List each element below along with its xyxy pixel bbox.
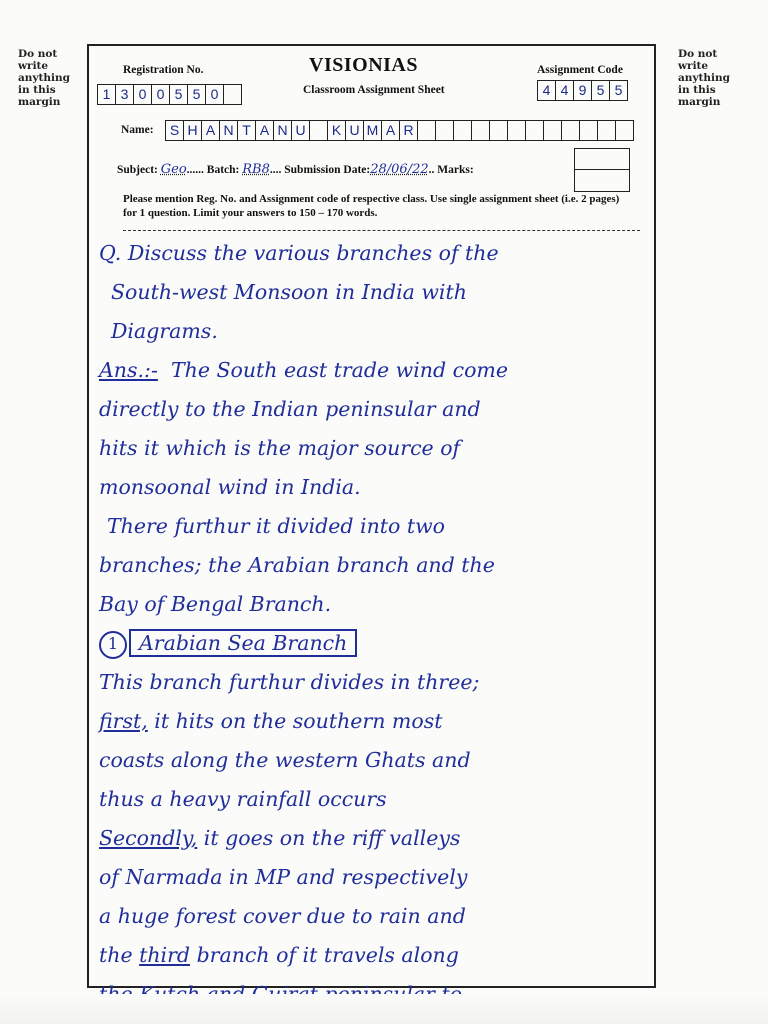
question-line: South-west Monsoon in India with (111, 280, 467, 304)
handwritten-answer (99, 234, 644, 1014)
name-letter-box[interactable] (417, 120, 436, 141)
answer-line: a huge forest cover due to rain and (99, 904, 466, 928)
name-letter-box[interactable]: U (291, 120, 310, 141)
answer-line: Bay of Bengal Branch. (99, 592, 332, 616)
answer-line: There furthur it divided into two (107, 514, 446, 538)
answer-line: coasts along the western Ghats and (99, 748, 471, 772)
page-subtitle: Classroom Assignment Sheet (303, 84, 445, 96)
answer-line: This branch furthur divides in three; (99, 670, 480, 694)
answer-line: of Narmada in MP and respectively (99, 865, 468, 889)
name-letter-box[interactable] (525, 120, 544, 141)
question-line: Diagrams. (111, 319, 218, 343)
assignment-code-digit-box[interactable]: 5 (591, 80, 610, 101)
name-letter-box[interactable] (435, 120, 454, 141)
name-letter-box[interactable] (507, 120, 526, 141)
name-letter-box[interactable]: N (273, 120, 292, 141)
answer-line: Secondly, it goes on the riff valleys (99, 826, 461, 850)
answer-line: monsoonal wind in India. (99, 475, 361, 499)
name-boxes[interactable] (165, 120, 633, 141)
assignment-code-digit-box[interactable]: 5 (609, 80, 628, 101)
name-letter-box[interactable] (579, 120, 598, 141)
answer-line: Ans.:- The South east trade wind come (99, 358, 509, 382)
assignment-code-digit-box[interactable]: 4 (555, 80, 574, 101)
registration-digit-box[interactable]: 0 (151, 84, 170, 105)
assignment-code-boxes[interactable] (537, 80, 627, 101)
registration-digit-box[interactable]: 0 (133, 84, 152, 105)
page-title: VISIONIAS (309, 54, 418, 76)
name-letter-box[interactable]: A (381, 120, 400, 141)
name-letter-box[interactable]: M (363, 120, 382, 141)
name-letter-box[interactable] (615, 120, 634, 141)
assignment-code-digit-box[interactable]: 4 (537, 80, 556, 101)
name-letter-box[interactable] (453, 120, 472, 141)
section-number: 1 (99, 631, 127, 659)
subject-batch-date-row: Subject: Geo...... Batch: RB8.... Submission Date:28/06/22.. Marks: (117, 162, 474, 177)
margin-note-left: Do not write anything in this margin (18, 48, 70, 108)
registration-number-boxes[interactable] (97, 84, 241, 105)
name-letter-box[interactable]: A (255, 120, 274, 141)
registration-digit-box[interactable]: 0 (205, 84, 224, 105)
registration-digit-box[interactable]: 1 (97, 84, 116, 105)
answer-line: hits it which is the major source of (99, 436, 461, 460)
name-letter-box[interactable]: T (237, 120, 256, 141)
page-bottom-edge (0, 994, 768, 1024)
answer-line: first, it hits on the southern most (99, 709, 443, 733)
marks-box[interactable] (574, 148, 630, 192)
question-line: Q. Discuss the various branches of the (99, 241, 499, 265)
assignment-code-digit-box[interactable]: 9 (573, 80, 592, 101)
name-letter-box[interactable] (561, 120, 580, 141)
name-letter-box[interactable] (309, 120, 328, 141)
name-letter-box[interactable] (597, 120, 616, 141)
submission-date-value[interactable]: 28/06/22 (370, 162, 429, 177)
name-letter-box[interactable]: H (183, 120, 202, 141)
name-letter-box[interactable] (489, 120, 508, 141)
answer-line: the third branch of it travels along (99, 943, 459, 967)
batch-value[interactable]: RB8 (242, 162, 270, 177)
instructions: Please mention Reg. No. and Assignment code of respective class. Use single assignment sheet (i.e. 2 pages) for 1 question. Limit your answers to 150 – 170 words. (123, 193, 620, 219)
name-letter-box[interactable] (543, 120, 562, 141)
name-letter-box[interactable]: N (219, 120, 238, 141)
subject-value[interactable]: Geo (160, 162, 187, 177)
name-letter-box[interactable]: S (165, 120, 184, 141)
answer-line: branches; the Arabian branch and the (99, 553, 495, 577)
registration-digit-box[interactable]: 3 (115, 84, 134, 105)
registration-label: Registration No. (123, 64, 204, 76)
name-label: Name: (121, 124, 154, 136)
assignment-code-label: Assignment Code (537, 64, 623, 76)
divider (123, 230, 640, 231)
answer-label: Ans.:- (99, 358, 158, 382)
answer-line: thus a heavy rainfall occurs (99, 787, 387, 811)
name-letter-box[interactable]: K (327, 120, 346, 141)
registration-digit-box[interactable]: 5 (187, 84, 206, 105)
section-heading (99, 624, 644, 663)
registration-digit-box[interactable]: 5 (169, 84, 188, 105)
name-letter-box[interactable]: A (201, 120, 220, 141)
registration-digit-box[interactable] (223, 84, 242, 105)
name-letter-box[interactable] (471, 120, 490, 141)
name-letter-box[interactable]: R (399, 120, 418, 141)
assignment-sheet (87, 44, 656, 988)
name-letter-box[interactable]: U (345, 120, 364, 141)
margin-note-right: Do not write anything in this margin (678, 48, 730, 108)
answer-line: directly to the Indian peninsular and (99, 397, 481, 421)
section-title: Arabian Sea Branch (129, 629, 357, 657)
